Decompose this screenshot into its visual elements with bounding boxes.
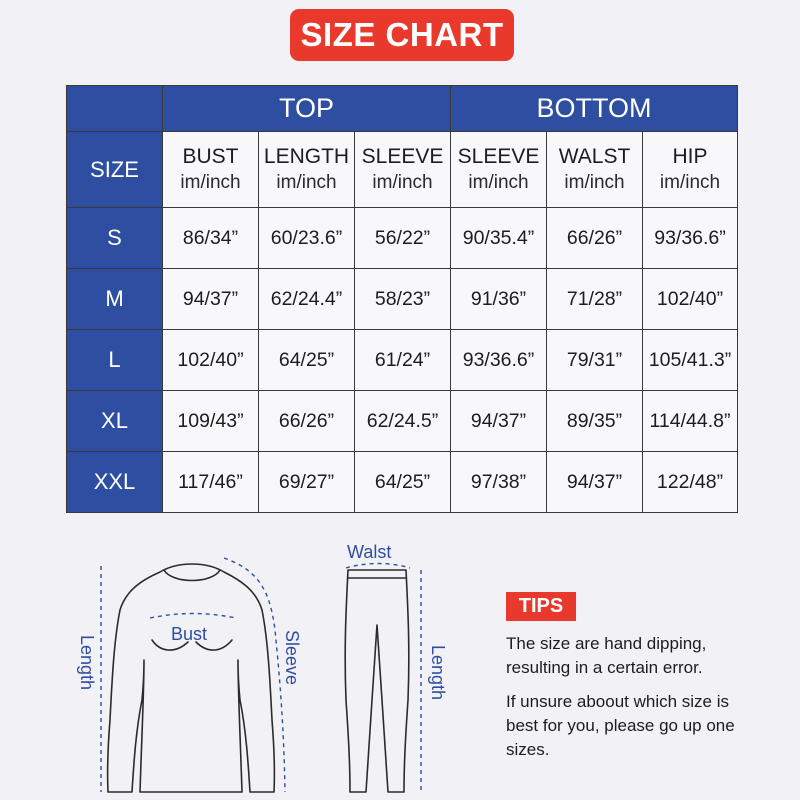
tips-badge: [506, 592, 576, 621]
tips-text-2: If unsure aboout which size is best for you, please go up one sizes.: [506, 692, 735, 759]
value-cell: 91/36”: [451, 269, 547, 330]
shirt-neckline: [164, 570, 220, 581]
value-cell: 79/31”: [547, 330, 643, 391]
table-row: [67, 330, 738, 391]
pants-outline: [345, 570, 409, 792]
size-cell: S: [67, 208, 163, 269]
value-cell: 61/24”: [355, 330, 451, 391]
value-cell: 114/44.8”: [643, 391, 738, 452]
value-cell: 62/24.4”: [259, 269, 355, 330]
size-cell: XL: [67, 391, 163, 452]
top-length-label: Length: [77, 635, 97, 691]
value-cell: 71/28”: [547, 269, 643, 330]
size-column-header: SIZE: [67, 132, 163, 208]
value-cell: 90/35.4”: [451, 208, 547, 269]
size-cell: M: [67, 269, 163, 330]
column-header: SLEEVE im/inch: [451, 132, 547, 208]
size-chart-table: [66, 85, 738, 513]
waist-dashed-line: [346, 564, 410, 569]
tips-label: TIPS: [518, 595, 564, 617]
group-bottom-header: BOTTOM: [451, 86, 738, 132]
value-cell: 66/26”: [259, 391, 355, 452]
table-row: [67, 208, 738, 269]
waist-label: Walst: [347, 542, 392, 562]
tips-text-1: The size are hand dipping, resulting in a certain error.: [506, 634, 707, 677]
value-cell: 94/37”: [547, 452, 643, 513]
column-header: SLEEVE im/inch: [355, 132, 451, 208]
size-cell: L: [67, 330, 163, 391]
value-cell: 69/27”: [259, 452, 355, 513]
value-cell: 62/24.5”: [355, 391, 451, 452]
value-cell: 60/23.6”: [259, 208, 355, 269]
value-cell: 109/43”: [163, 391, 259, 452]
table-row: [67, 452, 738, 513]
table-row: [67, 269, 738, 330]
value-cell: 64/25”: [355, 452, 451, 513]
value-cell: 93/36.6”: [643, 208, 738, 269]
value-cell: 117/46”: [163, 452, 259, 513]
group-header-row: [67, 86, 738, 132]
bust-dashed-line: [150, 614, 236, 619]
value-cell: 122/48”: [643, 452, 738, 513]
shirt-outline: [108, 564, 275, 792]
table-row: [67, 391, 738, 452]
value-cell: 97/38”: [451, 452, 547, 513]
page-title: SIZE CHART: [300, 16, 504, 53]
bust-label: Bust: [171, 624, 208, 644]
column-header: BUST im/inch: [163, 132, 259, 208]
value-cell: 94/37”: [163, 269, 259, 330]
size-cell: XXL: [67, 452, 163, 513]
value-cell: 102/40”: [163, 330, 259, 391]
garment-illustration: [0, 530, 480, 800]
title-badge: [290, 9, 514, 61]
column-header: HIP im/inch: [643, 132, 738, 208]
sleeve-label: Sleeve: [282, 630, 302, 686]
measurement-figure: [0, 530, 480, 800]
value-cell: 93/36.6”: [451, 330, 547, 391]
value-cell: 86/34”: [163, 208, 259, 269]
value-cell: 89/35”: [547, 391, 643, 452]
pants-length-label: Length: [428, 645, 448, 701]
value-cell: 56/22”: [355, 208, 451, 269]
column-header: WALST im/inch: [547, 132, 643, 208]
value-cell: 102/40”: [643, 269, 738, 330]
value-cell: 94/37”: [451, 391, 547, 452]
column-header: LENGTH im/inch: [259, 132, 355, 208]
column-header-row: [67, 132, 738, 208]
value-cell: 105/41.3”: [643, 330, 738, 391]
value-cell: 58/23”: [355, 269, 451, 330]
value-cell: 64/25”: [259, 330, 355, 391]
group-top-header: TOP: [163, 86, 451, 132]
corner-cell: [67, 86, 163, 132]
value-cell: 66/26”: [547, 208, 643, 269]
sleeve-dashed-line: [224, 558, 285, 792]
